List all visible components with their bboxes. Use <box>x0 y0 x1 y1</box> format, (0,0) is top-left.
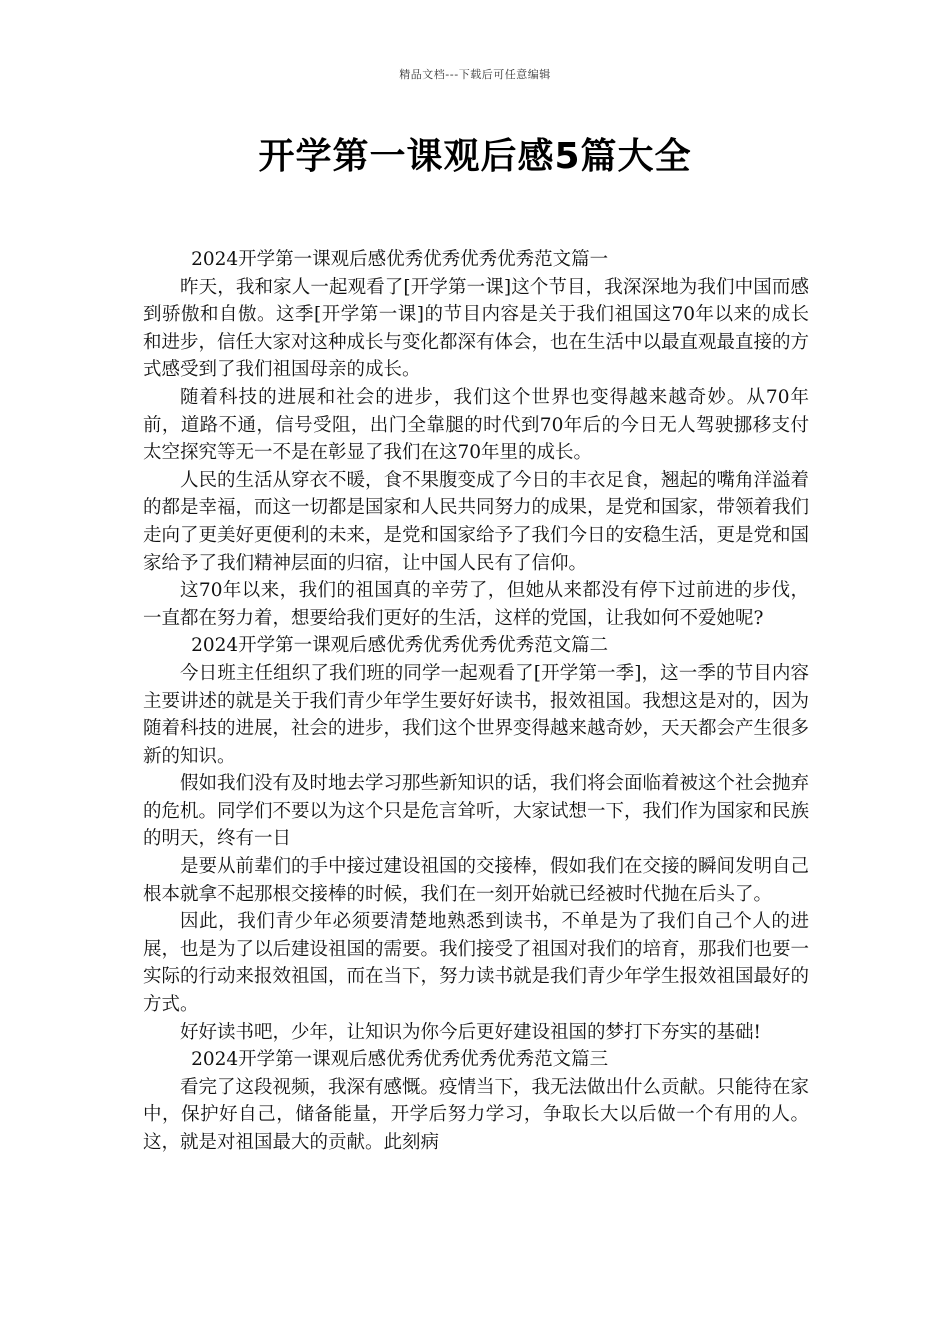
section-heading: 2024开学第一课观后感优秀优秀优秀优秀范文篇一 <box>191 249 609 270</box>
body-paragraph: 人民的生活从穿衣不暖，食不果腹变成了今日的丰衣足食，翘起的嘴角洋溢着的都是幸福，而这一切都是国家和人民共同努力的成果，是党和国家，带领着我们走向了更美好更便利的未来，是党和国家给予了我们今日的安稳生活，更是党和国家给予了我们精神层面的归宿，让中国人民有了信仰。 <box>143 469 810 574</box>
body-paragraph: 是要从前辈们的手中接过建设祖国的交接棒，假如我们在交接的瞬间发明自己根本就拿不起那根交接棒的时候，我们在一刻开始就已经被时代抛在后头了。 <box>143 856 810 905</box>
body-paragraph: 昨天，我和家人一起观看了[开学第一课]这个节目，我深深地为我们中国而感到骄傲和自傲。这季[开学第一课]的节目内容是关于我们祖国这70年以来的成长和进步，信任大家对这种成长与变化都深有体会，也在生活中以最直观最直接的方式感受到了我们祖国母亲的成长。 <box>143 276 810 381</box>
body-paragraph: 好好读书吧，少年，让知识为你今后更好建设祖国的梦打下夯实的基础! <box>180 1021 761 1043</box>
section-heading: 2024开学第一课观后感优秀优秀优秀优秀范文篇三 <box>191 1049 609 1071</box>
body-paragraph: 假如我们没有及时地去学习那些新知识的话，我们将会面临着被这个社会抛弃的危机。同学们不要以为这个只是危言耸听，大家试想一下，我们作为国家和民族的明天，终有一日 <box>143 773 810 850</box>
section-heading: 2024开学第一课观后感优秀优秀优秀优秀范文篇二 <box>191 635 609 657</box>
body-paragraph: 这70年以来，我们的祖国真的辛劳了，但她从来都没有停下过前进的步伐，一直都在努力着，想要给我们更好的生活，这样的党国，让我如何不爱她呢? <box>143 580 809 629</box>
document-body <box>143 246 809 1157</box>
body-paragraph: 看完了这段视频，我深有感慨。疫情当下，我无法做出什么贡献。只能待在家中，保护好自己，储备能量，开学后努力学习，争取长大以后做一个有用的人。这，就是对祖国最大的贡献。此刻病 <box>143 1076 810 1153</box>
body-paragraph: 随着科技的进展和社会的进步，我们这个世界也变得越来越奇妙。从70年前，道路不通，信号受阻，出门全靠腿的时代到70年后的今日无人驾驶挪移支付太空探究等无一不是在彰显了我们在这70年里的成长。 <box>143 386 809 464</box>
body-paragraph: 今日班主任组织了我们班的同学一起观看了[开学第一季]，这一季的节目内容主要讲述的就是关于我们青少年学生要好好读书，报效祖国。我想这是对的，因为随着科技的进展，社会的进步，我们这个世界变得越来越奇妙，天天都会产生很多新的知识。 <box>143 662 810 767</box>
document-title: 开学第一课观后感5篇大全 <box>258 136 692 177</box>
body-paragraph: 因此，我们青少年必须要清楚地熟悉到读书，不单是为了我们自己个人的进展，也是为了以后建设祖国的需要。我们接受了祖国对我们的培育，那我们也要一实际的行动来报效祖国，而在当下，努力读书就是我们青少年学生报效祖国最好的方式。 <box>143 911 810 1016</box>
header-note: 精品文档---下载后可任意编辑 <box>399 68 551 81</box>
